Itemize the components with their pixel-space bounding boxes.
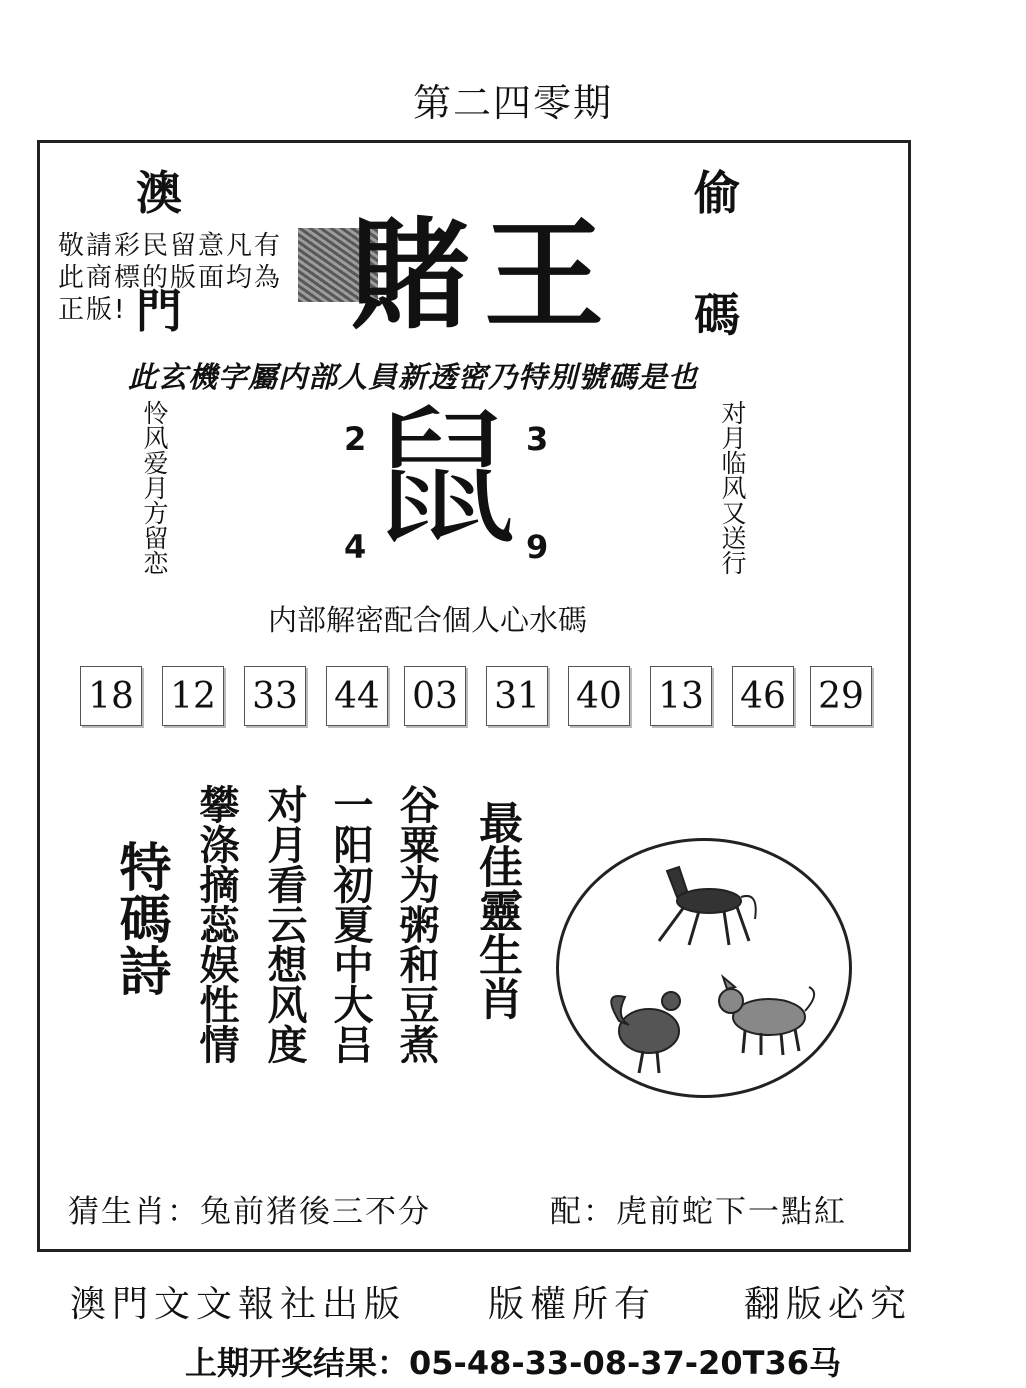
left-verse: 怜风爱月方留恋	[140, 400, 169, 575]
number-box: 18	[80, 666, 142, 726]
corner-ma: 碼	[694, 288, 740, 342]
number-box: 29	[810, 666, 872, 726]
right-verse: 对月临风又送行	[718, 400, 747, 575]
corner-ao: 澳	[136, 166, 182, 220]
rooster-icon	[611, 992, 680, 1073]
corner-men: 門	[136, 284, 182, 338]
pair-zodiac-text: 配：虎前蛇下一點紅	[550, 1194, 847, 1230]
digit-bottom-left: 4	[344, 528, 367, 566]
number-box: 12	[162, 666, 224, 726]
decode-caption: 内部解密配合個人心水碼	[268, 603, 588, 637]
zodiac-animals-circle	[556, 838, 852, 1098]
poem-column-3: 一阳初夏中大吕	[327, 784, 373, 1064]
number-box: 31	[486, 666, 548, 726]
horse-icon	[659, 867, 756, 945]
main-title: 賭王	[350, 207, 618, 346]
issue-title: 第二四零期	[412, 81, 613, 125]
number-box: 44	[326, 666, 388, 726]
number-box: 33	[244, 666, 306, 726]
guess-zodiac-text: 猜生肖：兔前猪後三不分	[68, 1194, 431, 1230]
number-box: 13	[650, 666, 712, 726]
footer-piracy-warning: 翻版必究	[744, 1284, 913, 1325]
digit-top-left: 2	[344, 420, 367, 458]
number-box: 46	[732, 666, 794, 726]
footer-publisher: 澳門文文報社出版	[70, 1284, 407, 1325]
number-box: 03	[404, 666, 466, 726]
dog-icon	[719, 977, 814, 1055]
poem-column-4: 谷粟为粥和豆煮	[393, 784, 439, 1064]
digit-top-right: 3	[526, 420, 549, 458]
animals-illustration	[559, 841, 849, 1095]
last-draw-result: 上期开奖结果：05-48-33-08-37-20T36马	[185, 1344, 841, 1382]
corner-tou: 偷	[694, 166, 740, 220]
poem-column-2: 对月看云想风度	[261, 784, 307, 1064]
poem-title: 特碼詩	[110, 840, 171, 996]
number-box: 40	[568, 666, 630, 726]
number-row	[80, 666, 880, 730]
footer-copyright: 版權所有	[488, 1284, 657, 1325]
zodiac-character: 鼠	[368, 392, 519, 566]
digit-bottom-right: 9	[526, 528, 549, 566]
tagline: 此玄機字屬内部人員新透密乃特別號碼是也	[128, 360, 699, 394]
poem-column-1: 攀涤摘蕊娱性情	[193, 784, 239, 1064]
best-zodiac-label: 最佳靈生肖	[471, 800, 522, 1020]
notice-text: 敬請彩民留意凡有此商標的版面均為正版!	[58, 231, 283, 325]
